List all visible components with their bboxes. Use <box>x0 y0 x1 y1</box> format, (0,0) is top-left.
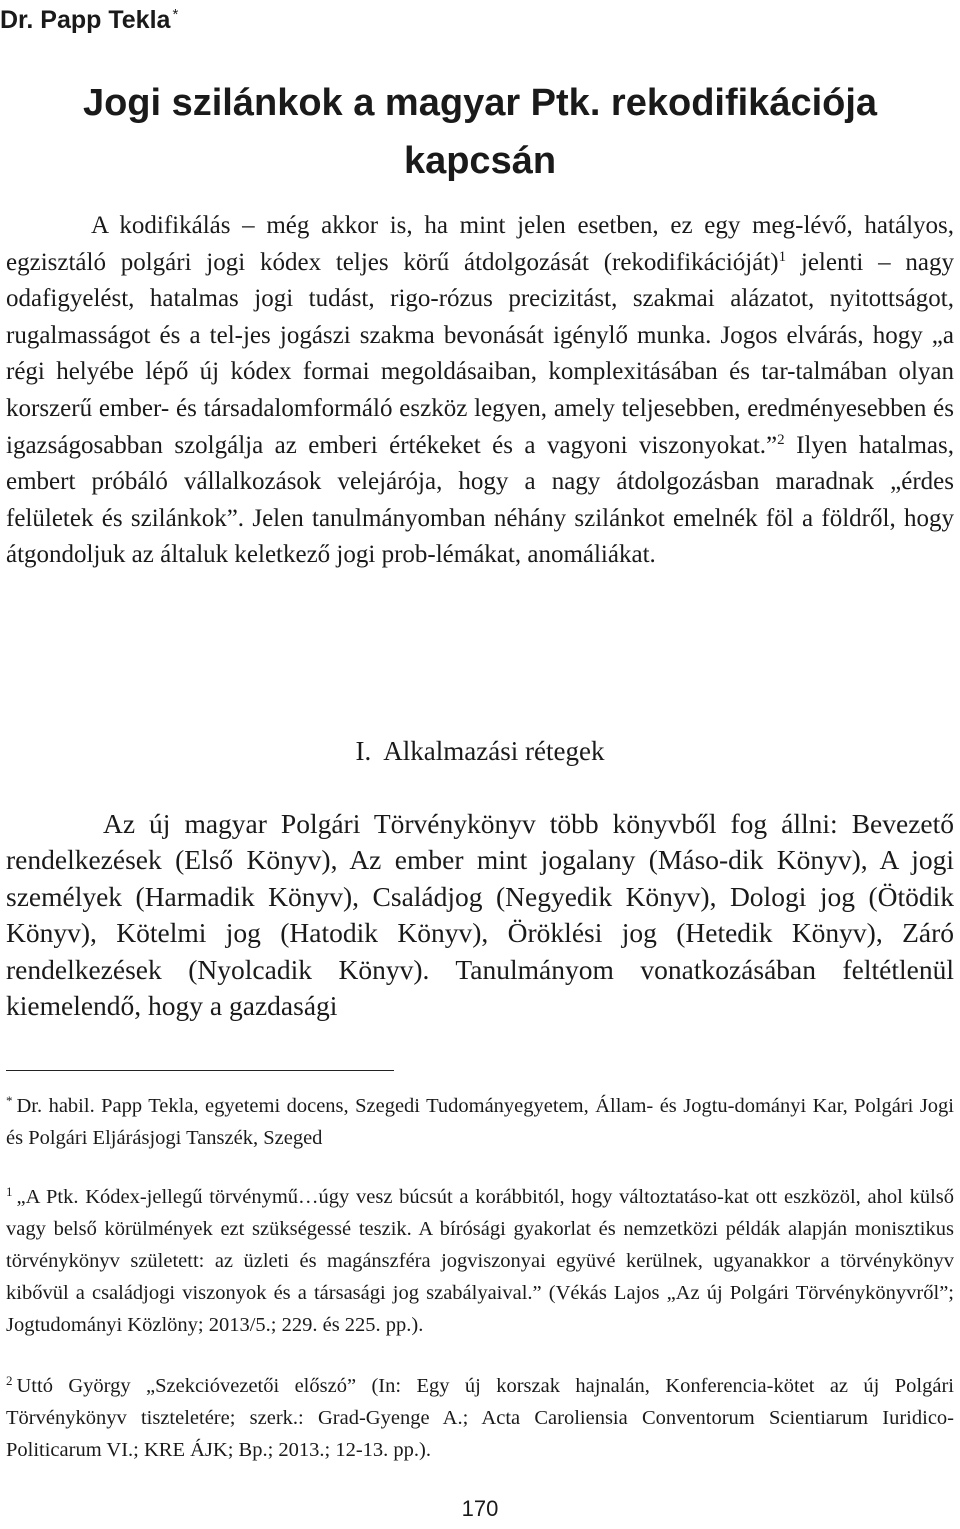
intro-text-1: A kodifikálás – még akkor is, ha mint jelen esetben, ez egy meg-lévő, hatályos, egzisztáló polgári jogi kódex teljes körű átdolgozását (rekodifikációját) <box>6 212 954 276</box>
author-footnote-mark: * <box>172 6 179 23</box>
footnote-1 <box>6 1181 954 1341</box>
page-title <box>0 74 960 190</box>
footnote-text: Uttó György „Szekcióvezetői előszó” (In: Egy új korszak hajnalán, Konferencia-kötet az új Polgári Törvénykönyv tiszteletére; szerk.: Grad-Gyenge A.; Acta Caroliensia Conventorum Scientiarum Iuridico-Politicarum VI.; KRE ÁJK; Bp.; 2013.; 12-13. pp.). <box>6 1375 954 1461</box>
footnote-mark: 2 <box>6 1373 13 1388</box>
page-number: 170 <box>461 1496 499 1521</box>
footnote-author <box>6 1090 954 1154</box>
footnote-mark: 1 <box>6 1184 13 1199</box>
footnote-mark: * <box>6 1093 13 1108</box>
footnote-ref-1: 1 <box>778 248 787 265</box>
section-title: Alkalmazási rétegek <box>383 736 605 766</box>
footnote-separator <box>6 1070 394 1071</box>
footnote-text: Dr. habil. Papp Tekla, egyetemi docens, Szegedi Tudományegyetem, Állam- és Jogtu-dományi Kar, Polgári Jogi és Polgári Eljárásjogi Tanszék, Szeged <box>6 1095 954 1149</box>
body-paragraph: Az új magyar Polgári Törvénykönyv több könyvből fog állni: Bevezető rendelkezések (Első Könyv), Az ember mint jogalany (Máso-dik Könyv), A jogi személyek (Harmadik Könyv), Családjog (Negyedik Könyv), Dologi jog (Ötödik Könyv), Kötelmi jog (Hatodik Könyv), Öröklési jog (Hetedik Könyv), Záró rendelkezések (Nyolcadik Könyv). Tanulmányom vonatkozásában feltétlenül kiemelendő, hogy a gazdasági <box>6 808 954 1022</box>
author-name-text: Dr. Papp Tekla <box>0 6 171 34</box>
footnote-ref-2: 2 <box>777 431 785 448</box>
intro-text-2: jelenti – nagy odafigyelést, hatalmas jogi tudást, rigo-rózus precizitást, szakmai alázatot, nyitottságot, rugalmasságot és a tel-jes jogászi szakma bevonását igénylő munka. Jogos elvárás, hogy „a régi helyébe lépő új kódex formai megoldásaiban, komplexitásában és tar-talmában olyan korszerű ember- és társadalomformáló eszköz legyen, amely teljesebben, eredményesebben és igazságosabban szolgálja az emberi értékeket és a vagyoni viszonyokat.” <box>6 248 954 459</box>
intro-paragraph <box>6 208 954 574</box>
author-name <box>0 0 178 35</box>
title-line-2: kapcsán <box>403 140 557 182</box>
section-number: I. <box>355 736 372 766</box>
intro-text-3: Ilyen hatalmas, embert próbáló vállalkozások velejárója, hogy a nagy átdolgozásban maradnak „érdes felületek és szilánkok”. Jelen tanulmányomban néhány szilánkot emelnék föl a földről, hogy átgondoljuk az általuk keletkező jogi prob-lémákat, anomáliákat. <box>6 431 954 569</box>
footnote-2 <box>6 1370 954 1466</box>
footnote-text: „A Ptk. Kódex-jellegű törvénymű…úgy vesz búcsút a korábbitól, hogy változtatáso-kat ott eszközöl, ahol külső vagy belső körülmények ezt szükségessé teszik. A bírósági gyakorlat és nemzetközi példák alapján monisztikus törvénykönyv született: az üzleti és magánszféra jogviszonyai együvé kerülnek, ugyanakkor a törvénykönyv kibővül a családjogi viszonyok és a társasági jog szabályaival.” (Vékás Lajos „Az új Polgári Törvénykönyvről”; Jogtudományi Közlöny; 2013/5.; 229. és 225. pp.). <box>6 1186 954 1336</box>
title-line-1: Jogi szilánkok a magyar Ptk. rekodifikációja <box>82 82 878 124</box>
section-heading <box>0 733 960 769</box>
